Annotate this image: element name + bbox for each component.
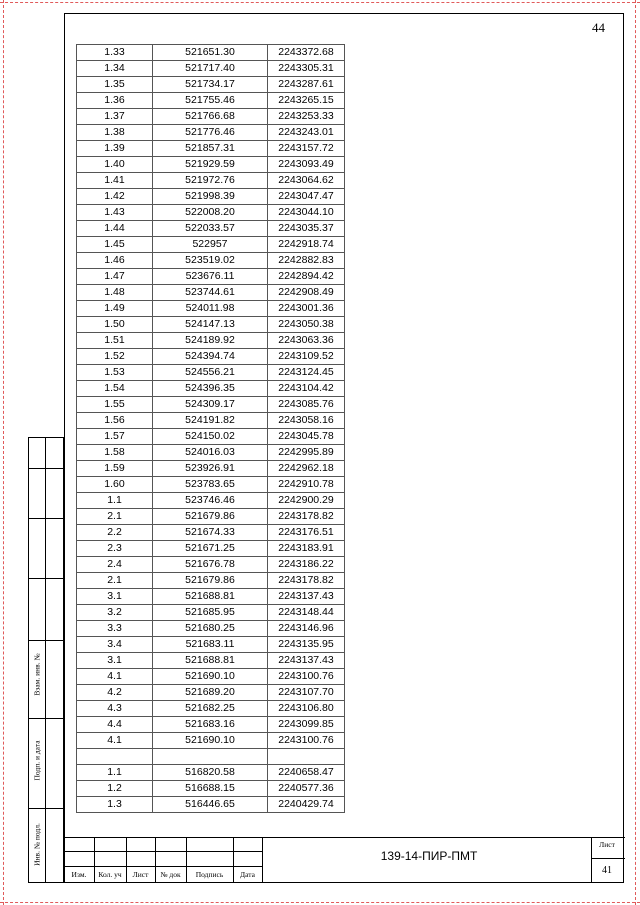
x-coord-cell: 521690.10 (153, 669, 268, 685)
point-id-cell: 1.2 (77, 780, 153, 796)
table-row (77, 61, 345, 77)
x-coord-cell: 521689.20 (153, 685, 268, 701)
point-id-cell: 1.43 (77, 205, 153, 221)
y-coord-cell: 2242900.29 (268, 493, 345, 509)
point-id-cell: 1.54 (77, 381, 153, 397)
point-id-cell: 1.47 (77, 269, 153, 285)
point-id-cell: 4.4 (77, 717, 153, 733)
tb-label-kol: Кол. уч (98, 870, 122, 879)
x-coord-cell: 524396.35 (153, 381, 268, 397)
tb-label-list: Лист (132, 870, 149, 879)
table-row (77, 445, 345, 461)
y-coord-cell: 2243176.51 (268, 525, 345, 541)
table-row (77, 525, 345, 541)
sheet-frame (64, 13, 624, 883)
x-coord-cell: 521972.76 (153, 173, 268, 189)
point-id-cell: 1.50 (77, 317, 153, 333)
point-id-cell: 1.34 (77, 61, 153, 77)
x-coord-cell: 524394.74 (153, 349, 268, 365)
y-coord-cell: 2243109.52 (268, 349, 345, 365)
stamp-vzam-label: Взам. инв. № (32, 653, 42, 696)
x-coord-cell: 521755.46 (153, 93, 268, 109)
tb-label-sign: Подпись (195, 870, 224, 879)
x-coord-cell: 521766.68 (153, 109, 268, 125)
y-coord-cell: 2242894.42 (268, 269, 345, 285)
point-id-cell: 1.59 (77, 461, 153, 477)
y-coord-cell: 2242918.74 (268, 237, 345, 253)
point-id-cell: 4.3 (77, 701, 153, 717)
y-coord-cell: 2243100.76 (268, 669, 345, 685)
table-row (77, 77, 345, 93)
x-coord-cell: 522033.57 (153, 221, 268, 237)
point-id-cell: 1.37 (77, 109, 153, 125)
stamp-inv-label: Инв. № подл. (32, 823, 42, 866)
tb-label-doc: № док (160, 870, 181, 879)
table-row (77, 285, 345, 301)
left-stamp (28, 437, 64, 883)
x-coord-cell: 521680.25 (153, 621, 268, 637)
cut-line-bottom (0, 902, 640, 903)
y-coord-cell: 2243099.85 (268, 717, 345, 733)
table-row (77, 141, 345, 157)
point-id-cell: 1.35 (77, 77, 153, 93)
point-id-cell: 1.60 (77, 477, 153, 493)
x-coord-cell: 524147.13 (153, 317, 268, 333)
point-id-cell: 1.53 (77, 365, 153, 381)
point-id-cell: 2.3 (77, 541, 153, 557)
table-row (77, 45, 345, 61)
y-coord-cell: 2242962.18 (268, 461, 345, 477)
table-row (77, 749, 345, 765)
y-coord-cell: 2243044.10 (268, 205, 345, 221)
x-coord-cell: 521998.39 (153, 189, 268, 205)
table-row (77, 333, 345, 349)
table-row (77, 764, 345, 780)
tb-line (591, 858, 625, 859)
point-id-cell: 1.42 (77, 189, 153, 205)
y-coord-cell: 2243035.37 (268, 221, 345, 237)
x-coord-cell (153, 749, 268, 765)
y-coord-cell: 2243186.22 (268, 557, 345, 573)
point-id-cell: 1.1 (77, 493, 153, 509)
y-coord-cell: 2243287.61 (268, 77, 345, 93)
x-coord-cell: 524556.21 (153, 365, 268, 381)
x-coord-cell: 523744.61 (153, 285, 268, 301)
stamp-row-line (29, 518, 63, 519)
stamp-row-line (29, 578, 63, 579)
point-id-cell: 1.51 (77, 333, 153, 349)
table-row (77, 93, 345, 109)
table-row (77, 589, 345, 605)
x-coord-cell: 522957 (153, 237, 268, 253)
cut-line-right (635, 0, 636, 905)
x-coord-cell: 523746.46 (153, 493, 268, 509)
x-coord-cell: 521674.33 (153, 525, 268, 541)
sheet-label: Лист (599, 840, 615, 849)
y-coord-cell: 2243372.68 (268, 45, 345, 61)
table-row (77, 205, 345, 221)
table-row (77, 253, 345, 269)
x-coord-cell: 522008.20 (153, 205, 268, 221)
table-row (77, 796, 345, 812)
cut-line-left (3, 0, 4, 905)
y-coord-cell: 2243146.96 (268, 621, 345, 637)
tb-label-date: Дата (240, 870, 255, 879)
table-row (77, 573, 345, 589)
point-id-cell: 1.56 (77, 413, 153, 429)
x-coord-cell: 524189.92 (153, 333, 268, 349)
y-coord-cell: 2243124.45 (268, 365, 345, 381)
y-coord-cell: 2240658.47 (268, 764, 345, 780)
x-coord-cell: 523783.65 (153, 477, 268, 493)
stamp-row-line (29, 718, 63, 719)
x-coord-cell: 521671.25 (153, 541, 268, 557)
x-coord-cell: 521676.78 (153, 557, 268, 573)
x-coord-cell: 521651.30 (153, 45, 268, 61)
y-coord-cell: 2243243.01 (268, 125, 345, 141)
y-coord-cell: 2242995.89 (268, 445, 345, 461)
stamp-row-line (29, 468, 63, 469)
stamp-podp-label: Подп. и дата (32, 740, 42, 781)
table-row (77, 717, 345, 733)
point-id-cell: 2.4 (77, 557, 153, 573)
table-row (77, 317, 345, 333)
table-row (77, 429, 345, 445)
y-coord-cell: 2242910.78 (268, 477, 345, 493)
point-id-cell: 1.58 (77, 445, 153, 461)
point-id-cell: 4.1 (77, 669, 153, 685)
x-coord-cell: 521685.95 (153, 605, 268, 621)
point-id-cell: 1.48 (77, 285, 153, 301)
y-coord-cell: 2243085.76 (268, 397, 345, 413)
table-row (77, 125, 345, 141)
y-coord-cell: 2243093.49 (268, 157, 345, 173)
y-coord-cell: 2243183.91 (268, 541, 345, 557)
x-coord-cell: 521679.86 (153, 573, 268, 589)
table-row (77, 669, 345, 685)
y-coord-cell: 2243106.80 (268, 701, 345, 717)
table-row (77, 509, 345, 525)
point-id-cell: 4.2 (77, 685, 153, 701)
point-id-cell: 1.40 (77, 157, 153, 173)
y-coord-cell: 2243045.78 (268, 429, 345, 445)
tb-line (262, 837, 263, 883)
table-row (77, 109, 345, 125)
x-coord-cell: 524016.03 (153, 445, 268, 461)
x-coord-cell: 521682.25 (153, 701, 268, 717)
y-coord-cell: 2243178.82 (268, 509, 345, 525)
x-coord-cell: 521688.81 (153, 589, 268, 605)
table-row (77, 733, 345, 749)
x-coord-cell: 521679.86 (153, 509, 268, 525)
y-coord-cell: 2243104.42 (268, 381, 345, 397)
coordinates-table (76, 44, 345, 813)
y-coord-cell: 2243178.82 (268, 573, 345, 589)
table-row (77, 173, 345, 189)
table-row (77, 493, 345, 509)
x-coord-cell: 521857.31 (153, 141, 268, 157)
x-coord-cell: 516688.15 (153, 780, 268, 796)
point-id-cell: 1.39 (77, 141, 153, 157)
tb-line (64, 837, 625, 838)
x-coord-cell: 521717.40 (153, 61, 268, 77)
y-coord-cell: 2243135.95 (268, 637, 345, 653)
point-id-cell: 3.1 (77, 589, 153, 605)
table-row (77, 189, 345, 205)
point-id-cell: 1.44 (77, 221, 153, 237)
x-coord-cell: 521776.46 (153, 125, 268, 141)
table-row (77, 637, 345, 653)
table-row (77, 301, 345, 317)
point-id-cell: 1.49 (77, 301, 153, 317)
point-id-cell: 1.1 (77, 764, 153, 780)
point-id-cell: 2.1 (77, 573, 153, 589)
x-coord-cell: 523926.91 (153, 461, 268, 477)
tb-label-izm: Изм. (71, 870, 87, 879)
point-id-cell: 2.1 (77, 509, 153, 525)
table-row (77, 397, 345, 413)
y-coord-cell: 2242882.83 (268, 253, 345, 269)
point-id-cell: 3.2 (77, 605, 153, 621)
y-coord-cell: 2243265.15 (268, 93, 345, 109)
y-coord-cell: 2243064.62 (268, 173, 345, 189)
y-coord-cell: 2243137.43 (268, 589, 345, 605)
y-coord-cell: 2243137.43 (268, 653, 345, 669)
table-row (77, 461, 345, 477)
y-coord-cell: 2240577.36 (268, 780, 345, 796)
table-row (77, 477, 345, 493)
table-row (77, 685, 345, 701)
table-row (77, 157, 345, 173)
y-coord-cell: 2243047.47 (268, 189, 345, 205)
point-id-cell: 1.57 (77, 429, 153, 445)
point-id-cell (77, 749, 153, 765)
point-id-cell: 2.2 (77, 525, 153, 541)
x-coord-cell: 516820.58 (153, 764, 268, 780)
document-code: 139-14-ПИР-ПМТ (380, 849, 478, 863)
point-id-cell: 1.3 (77, 796, 153, 812)
x-coord-cell: 521690.10 (153, 733, 268, 749)
y-coord-cell: 2243253.33 (268, 109, 345, 125)
table-row (77, 605, 345, 621)
title-block (64, 837, 625, 883)
y-coord-cell: 2243107.70 (268, 685, 345, 701)
table-row (77, 653, 345, 669)
point-id-cell: 1.33 (77, 45, 153, 61)
x-coord-cell: 521929.59 (153, 157, 268, 173)
table-row (77, 349, 345, 365)
point-id-cell: 3.1 (77, 653, 153, 669)
point-id-cell: 3.3 (77, 621, 153, 637)
table-row (77, 365, 345, 381)
x-coord-cell: 521683.16 (153, 717, 268, 733)
point-id-cell: 1.41 (77, 173, 153, 189)
point-id-cell: 1.45 (77, 237, 153, 253)
cut-line-top (0, 2, 640, 3)
y-coord-cell: 2243063.36 (268, 333, 345, 349)
y-coord-cell (268, 749, 345, 765)
table-row (77, 621, 345, 637)
point-id-cell: 1.38 (77, 125, 153, 141)
y-coord-cell: 2243148.44 (268, 605, 345, 621)
x-coord-cell: 521683.11 (153, 637, 268, 653)
y-coord-cell: 2243100.76 (268, 733, 345, 749)
table-row (77, 221, 345, 237)
y-coord-cell: 2242908.49 (268, 285, 345, 301)
table-row (77, 557, 345, 573)
x-coord-cell: 521688.81 (153, 653, 268, 669)
x-coord-cell: 524191.82 (153, 413, 268, 429)
point-id-cell: 3.4 (77, 637, 153, 653)
point-id-cell: 4.1 (77, 733, 153, 749)
x-coord-cell: 521734.17 (153, 77, 268, 93)
table-row (77, 780, 345, 796)
y-coord-cell: 2243157.72 (268, 141, 345, 157)
stamp-divider (45, 438, 46, 882)
table-row (77, 237, 345, 253)
x-coord-cell: 516446.65 (153, 796, 268, 812)
x-coord-cell: 523676.11 (153, 269, 268, 285)
y-coord-cell: 2243305.31 (268, 61, 345, 77)
y-coord-cell: 2240429.74 (268, 796, 345, 812)
y-coord-cell: 2243050.38 (268, 317, 345, 333)
table-row (77, 381, 345, 397)
point-id-cell: 1.55 (77, 397, 153, 413)
point-id-cell: 1.52 (77, 349, 153, 365)
table-row (77, 413, 345, 429)
table-row (77, 701, 345, 717)
y-coord-cell: 2243058.16 (268, 413, 345, 429)
x-coord-cell: 524011.98 (153, 301, 268, 317)
table-row (77, 541, 345, 557)
point-id-cell: 1.36 (77, 93, 153, 109)
point-id-cell: 1.46 (77, 253, 153, 269)
x-coord-cell: 524309.17 (153, 397, 268, 413)
page-number: 44 (592, 20, 605, 35)
x-coord-cell: 523519.02 (153, 253, 268, 269)
x-coord-cell: 524150.02 (153, 429, 268, 445)
y-coord-cell: 2243001.36 (268, 301, 345, 317)
table-row (77, 269, 345, 285)
sheet-number: 41 (602, 865, 612, 876)
